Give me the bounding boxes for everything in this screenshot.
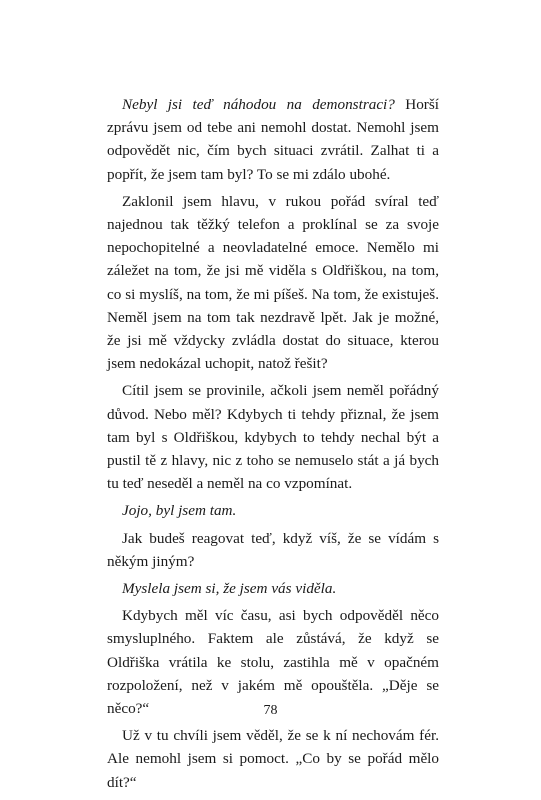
paragraph-1-italic-lead: Nebyl jsi teď náhodou na demonstraci? — [122, 96, 395, 113]
paragraph-4-italic-message: Jojo, byl jsem tam. — [122, 502, 237, 520]
book-page-text — [107, 93, 439, 794]
paragraph-8: Už v tu chvíli jsem věděl, že se k ní nechovám fér. Ale nemohl jsem si pomoct. „Co by se pořád mělo dít?“ — [107, 727, 439, 791]
paragraph-2: Zaklonil jsem hlavu, v rukou pořád svíral teď najednou tak těžký telefon a proklínal se za svoje nepochopitelné a neovladatelné emoce. Nemělo mi záležet na tom, že jsi mě viděla s Oldřiškou, na tom, co si myslíš, na tom, že mi píšeš. Na tom, že existuješ. Neměl jsem na tom tak nezdravě lpět. Jak je možné, že jsi mě vždycky zvládla dostat do situace, kterou jsem nedokázal uchopit, natož řešit? — [107, 192, 439, 373]
paragraph-1 — [107, 93, 439, 186]
paragraph-7: Kdybych měl víc času, asi bych odpověděl něco smysluplného. Faktem ale zůstává, že když se Oldřiška vrátila ke stolu, zastihla mě v opačném rozpoložení, než v jakém mě opouštěla. „Děje se něco?“ — [107, 607, 439, 718]
paragraph-6-italic-message: Myslela jsem si, že jsem vás viděla. — [122, 580, 337, 598]
paragraph-1-text: Horší zprávu jsem od tebe ani nemohl dostat. Nemohl jsem odpovědět nic, čím bych situaci zvrátil. Zalhat ti a popřít, že jsem tam byl? To se mi zdálo ubohé. — [107, 96, 439, 183]
paragraph-5: Jak budeš reagovat teď, když víš, že se vídám s někým jiným? — [107, 529, 439, 570]
page-number: 78 — [263, 703, 278, 718]
paragraph-3: Cítil jsem se provinile, ačkoli jsem neměl pořádný důvod. Nebo měl? Kdybych ti tehdy přiznal, že jsem tam byl s Oldřiškou, kdybych to tehdy nechal být a pustil tě z hlavy, nic z toho se nemuselo stát a já bych tu teď neseděl a neměl na co vzpomínat. — [107, 382, 439, 493]
